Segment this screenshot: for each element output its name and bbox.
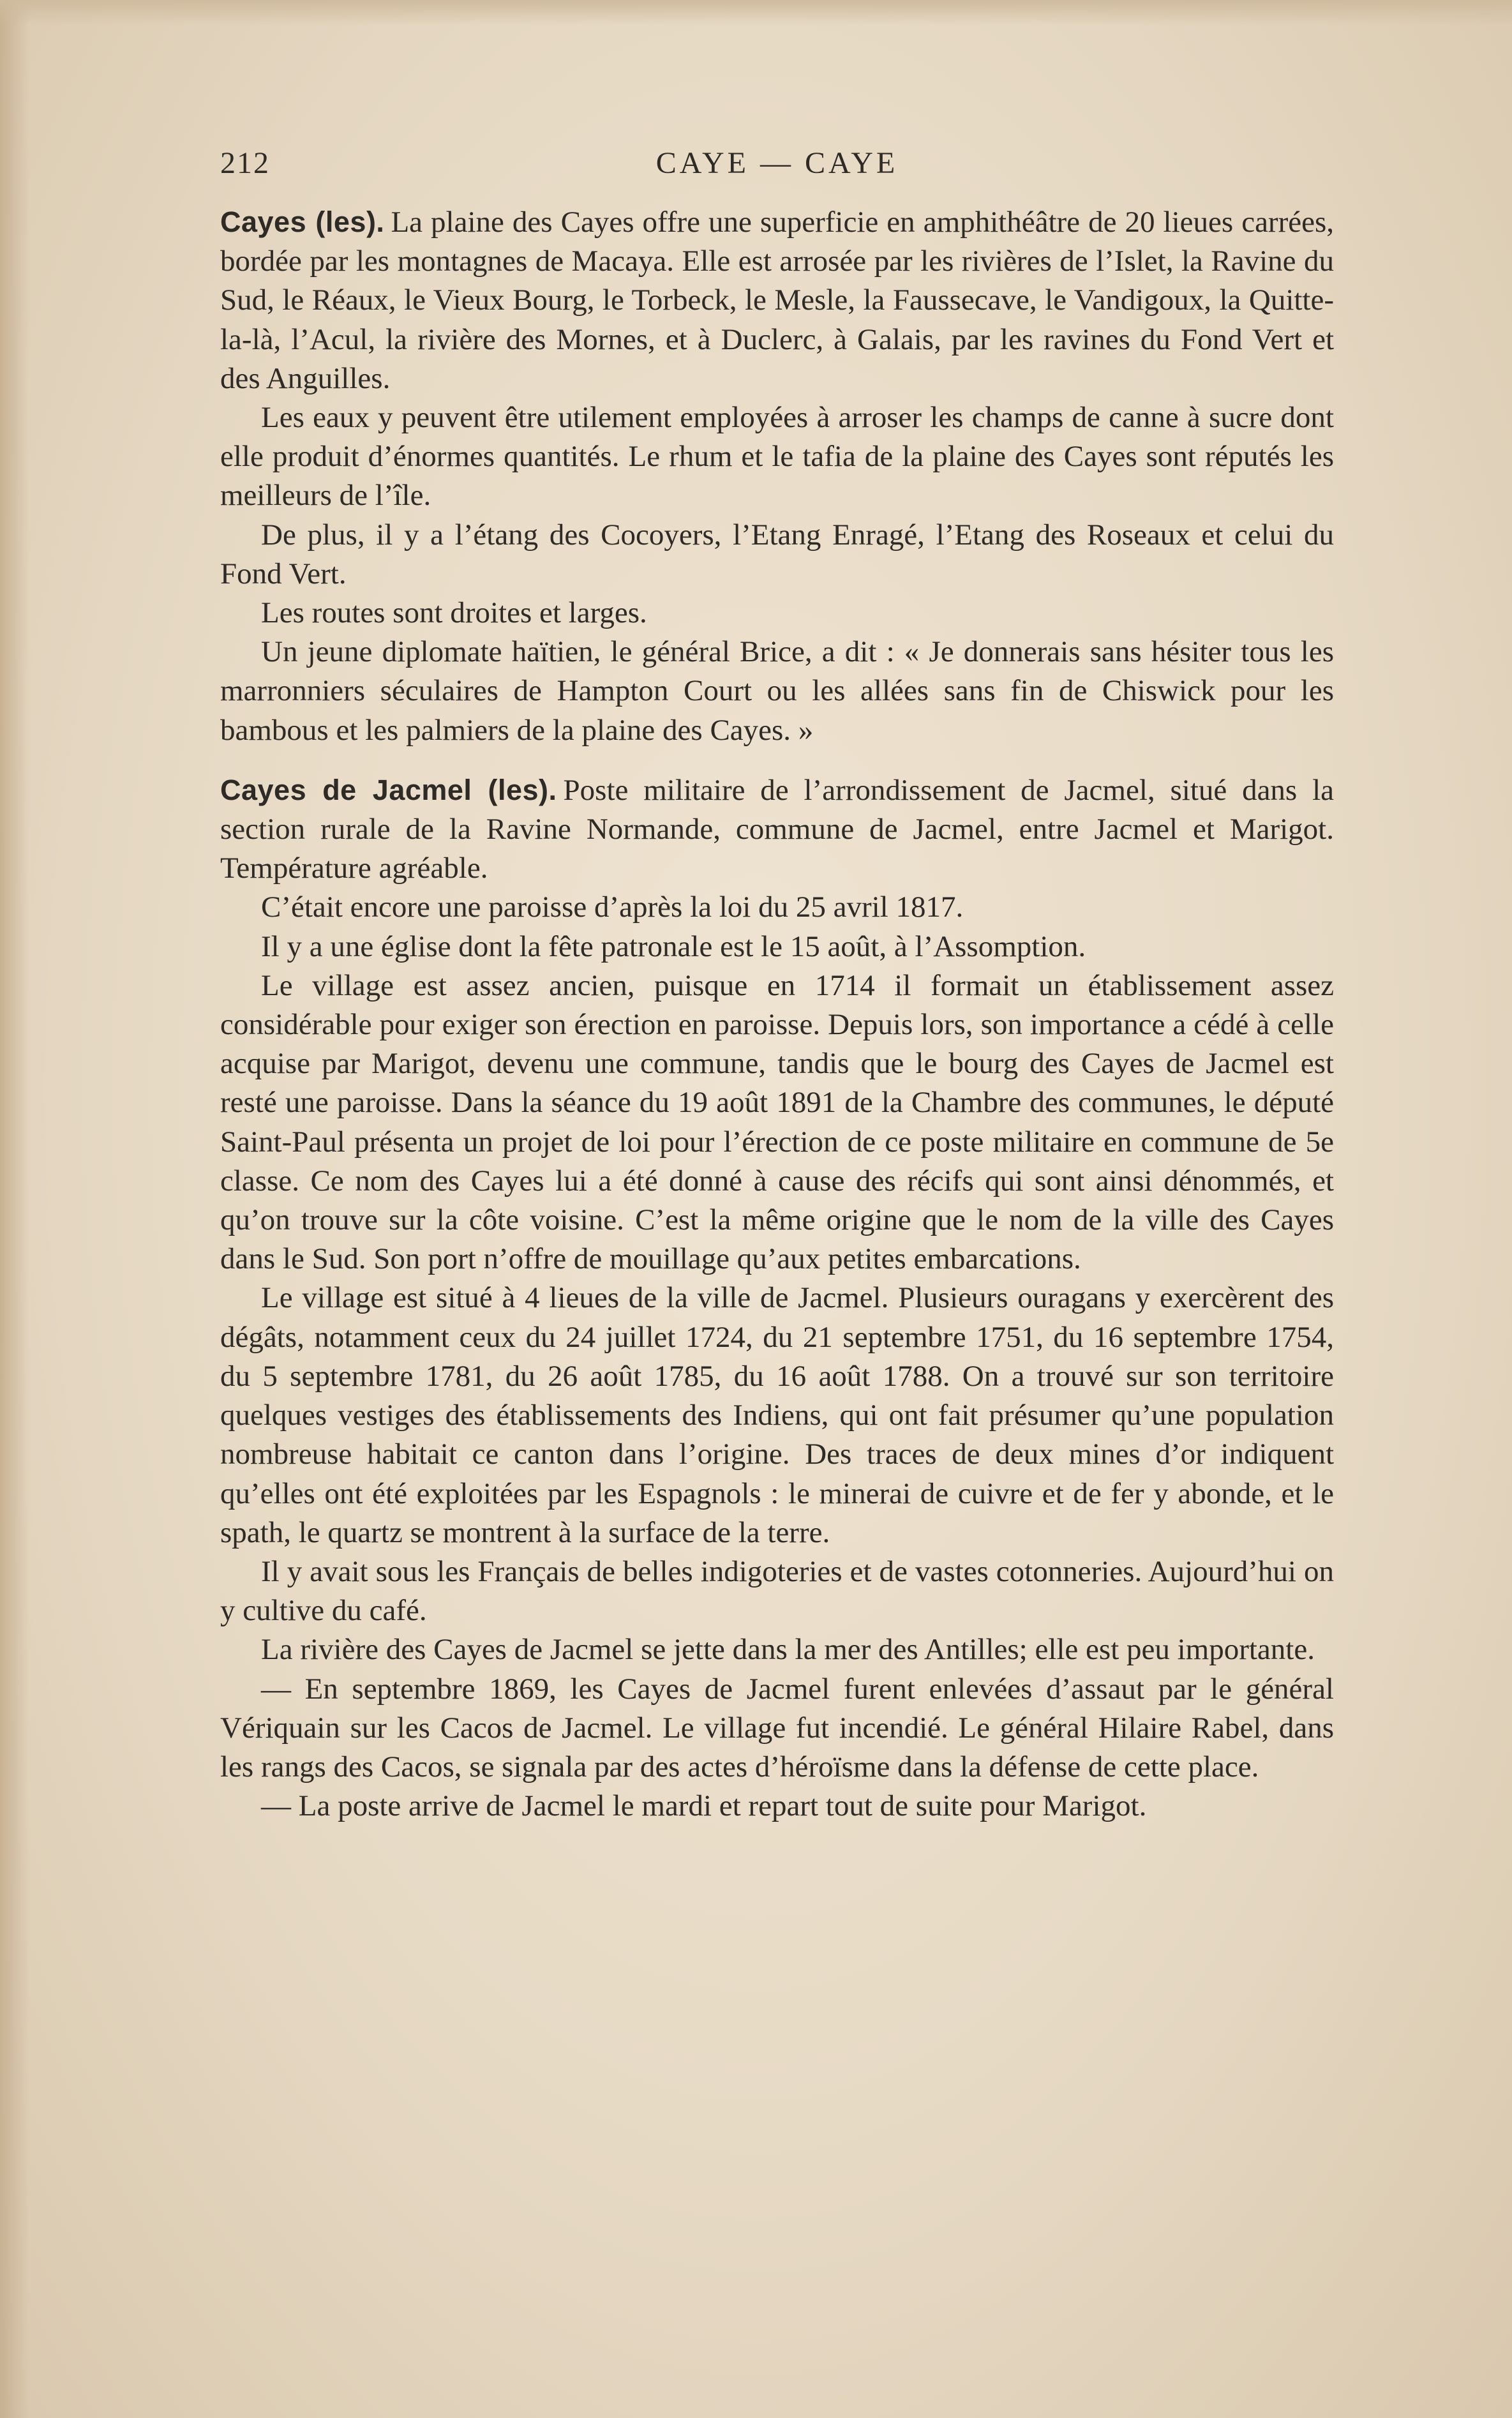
entry-paragraph: C’était encore une paroisse d’après la loi du 25 avril 1817. [261, 890, 964, 924]
entry-paragraph: Les routes sont droites et larges. [261, 596, 647, 630]
entry-paragraph: Il y a une église dont la fête patronale est le 15 août, à l’Assomption. [261, 929, 1086, 963]
entry-headword: Cayes de Jacmel (les). [220, 773, 557, 806]
entry-headword: Cayes (les). [220, 206, 385, 238]
entry-paragraph: De plus, il y a l’étang des Cocoyers, l’Etang Enragé, l’Etang des Roseaux et celui du Fond Vert. [220, 518, 1334, 590]
entry-paragraph [220, 202, 1334, 398]
running-head-title: CAYE — CAYE [655, 146, 899, 180]
entry-paragraph: Les eaux y peuvent être utilement employées à arroser les champs de canne à sucre dont elle produit d’énormes quantités. Le rhum et le tafia de la plaine des Cayes sont réputés les meilleurs de l’île. [220, 401, 1334, 513]
entry-paragraph: Un jeune diplomate haïtien, le général Brice, a dit : « Je donnerais sans hésiter tous les marronniers séculaires de Hampton Court ou les allées sans fin de Chiswick pour les bambous et les palmiers de la plaine des Cayes. » [220, 635, 1334, 747]
paragraph-text: La plaine des Cayes offre une superficie en amphithéâtre de 20 lieues carrées, bordée par les montagnes de Macaya. Elle est arrosée par les rivières de l’Islet, la Ravine du Sud, le Réaux, le Vieux Bourg, le Torbeck, le Mesle, la Faussecave, le Vandigoux, la Quitte-la-là, l’Acul, la rivière des Mornes, et à Duclerc, à Galais, par les ravines du Fond Vert et des Anguilles. [220, 206, 1334, 395]
entry-paragraph: La rivière des Cayes de Jacmel se jette dans la mer des Antilles; elle est peu importante. [261, 1633, 1315, 1667]
entry-paragraph: Le village est situé à 4 lieues de la ville de Jacmel. Plusieurs ouragans y exercèrent des dégâts, notamment ceux du 24 juillet 1724, du 21 septembre 1751, du 16 septembre 1754, du 5 septembre 1781, du 26 août 1785, du 16 août 1788. On a trouvé sur son territoire quelques vestiges des établissements des Indiens, qui ont fait présumer qu’une population nombreuse habitait ce canton dans l’origine. Des traces de deux mines d’or indiquent qu’elles ont été exploitées par les Espagnols : le minerai de cuivre et de fer y abonde, et le spath, le quartz se montrent à la surface de la terre. [220, 1281, 1334, 1549]
page-text-block [220, 144, 1334, 1826]
page-number: 212 [220, 146, 270, 180]
entry-paragraph: — En septembre 1869, les Cayes de Jacmel furent enlevées d’assaut par le général Vériquain sur les Cacos de Jacmel. Le village fut incendié. Le général Hilaire Rabel, dans les rangs des Cacos, se signala par des actes d’héroïsme dans la défense de cette place. [220, 1672, 1334, 1783]
running-head [220, 144, 1334, 188]
entry-paragraph: Le village est assez ancien, puisque en 1714 il formait un établissement assez considérable pour exiger son érection en paroisse. Depuis lors, son importance a cédé à celle acquise par Marigot, devenu une commune, tandis que le bourg des Cayes de Jacmel est resté une paroisse. Dans la séance du 19 août 1891 de la Chambre des communes, le député Saint-Paul présenta un projet de loi pour l’érection de ce poste militaire en commune de 5e classe. Ce nom des Cayes lui a été donné à cause des récifs qui sont ainsi dénommés, et qu’on trouve sur la côte voisine. C’est la même origine que le nom de la ville des Cayes dans le Sud. Son port n’offre de mouillage qu’aux petites embarcations. [220, 968, 1334, 1276]
page-edge-shadow-left [0, 0, 29, 2418]
entry-paragraph: — La poste arrive de Jacmel le mardi et repart tout de suite pour Marigot. [261, 1789, 1147, 1823]
page-edge-shadow-top [0, 0, 1512, 26]
paragraph-text: Poste militaire de l’arrondissement de Jacmel, situé dans la section rurale de la Ravine Normande, commune de Jacmel, entre Jacmel et Marigot. Température agréable. [220, 773, 1334, 885]
entry-paragraph [220, 770, 1334, 889]
entry-cayes [220, 202, 1334, 750]
entry-paragraph: Il y avait sous les Français de belles indigoteries et de vastes cotonneries. Aujourd’hui on y cultive du café. [220, 1554, 1334, 1628]
entry-cayes-de-jacmel [220, 770, 1334, 1826]
